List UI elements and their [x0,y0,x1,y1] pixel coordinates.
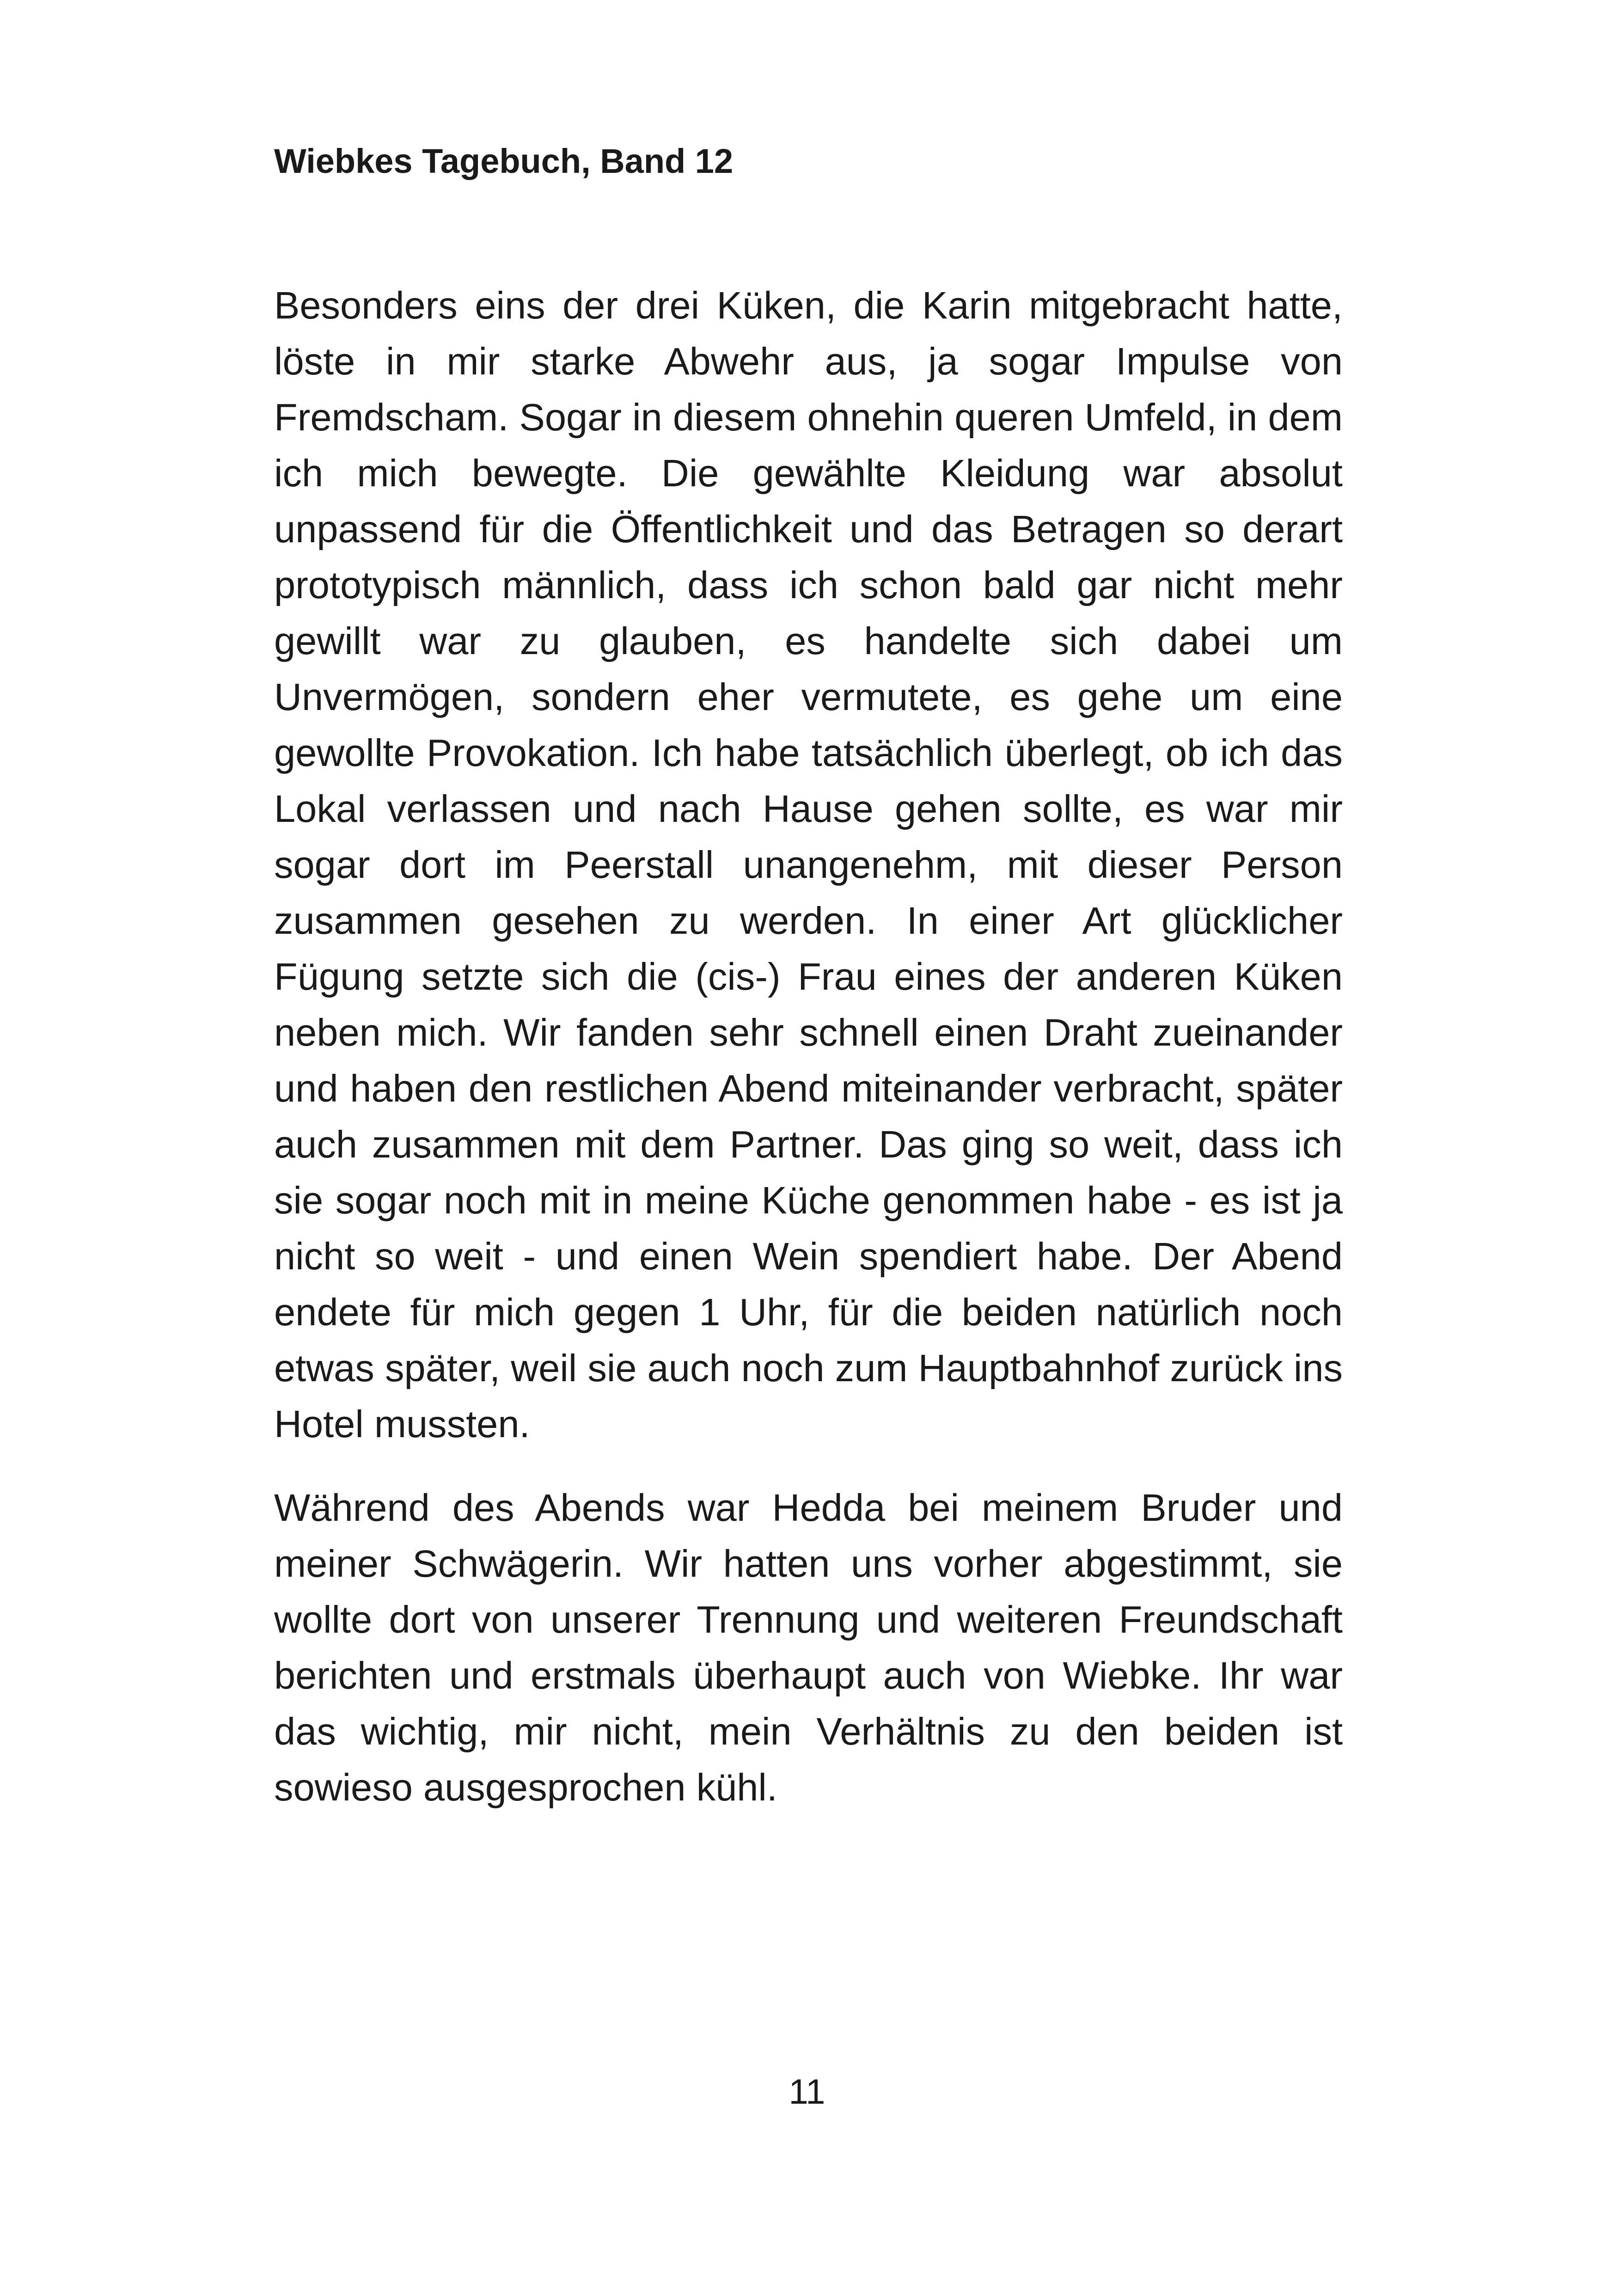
running-header-title: Wiebkes Tagebuch, Band 12 [274,142,734,180]
paragraph-2: Während des Abends war Hedda bei meinem Bruder und meiner Schwägerin. Wir hatten uns vorher abgestimmt, sie wollte dort von unserer Trennung und weiteren Freundschaft berichten und erstmals überhaupt auch von Wiebke. Ihr war das wichtig, mir nicht, mein Verhältnis zu den beiden ist sowieso ausgesprochen kühl. [274,1486,1343,1809]
page-number: 11 [789,2072,825,2112]
body-text [274,277,1343,1843]
paragraph-1: Besonders eins der drei Küken, die Karin mitgebracht hatte, löste in mir starke Abwehr aus, ja sogar Impulse von Fremdscham. Sogar in diesem ohnehin queren Umfeld, in dem ich mich bewegte. Die gewählte Kleidung war absolut unpassend für die Öffentlichkeit und das Betragen so derart prototypisch männlich, dass ich schon bald gar nicht mehr gewillt war zu glauben, es handelte sich dabei um Unvermögen, sondern eher vermutete, es gehe um eine gewollte Provokation. Ich habe tatsächlich überlegt, ob ich das Lokal verlassen und nach Hause gehen sollte, es war mir sogar dort im Peerstall unangenehm, mit dieser Person zusammen gesehen zu werden. In einer Art glücklicher Fügung setzte sich die (cis-) Frau eines der anderen Küken neben mich. Wir fanden sehr schnell einen Draht zueinander und haben den restlichen Abend miteinander verbracht, später auch zusammen mit dem Partner. Das ging so weit, dass ich sie sogar noch mit in meine Küche genommen habe - es ist ja nicht so weit - und einen Wein spendiert habe. Der Abend endete für mich gegen 1 Uhr, für die beiden natürlich noch etwas später, weil sie auch noch zum Hauptbahnhof zurück ins Hotel mussten. [274,284,1343,1445]
